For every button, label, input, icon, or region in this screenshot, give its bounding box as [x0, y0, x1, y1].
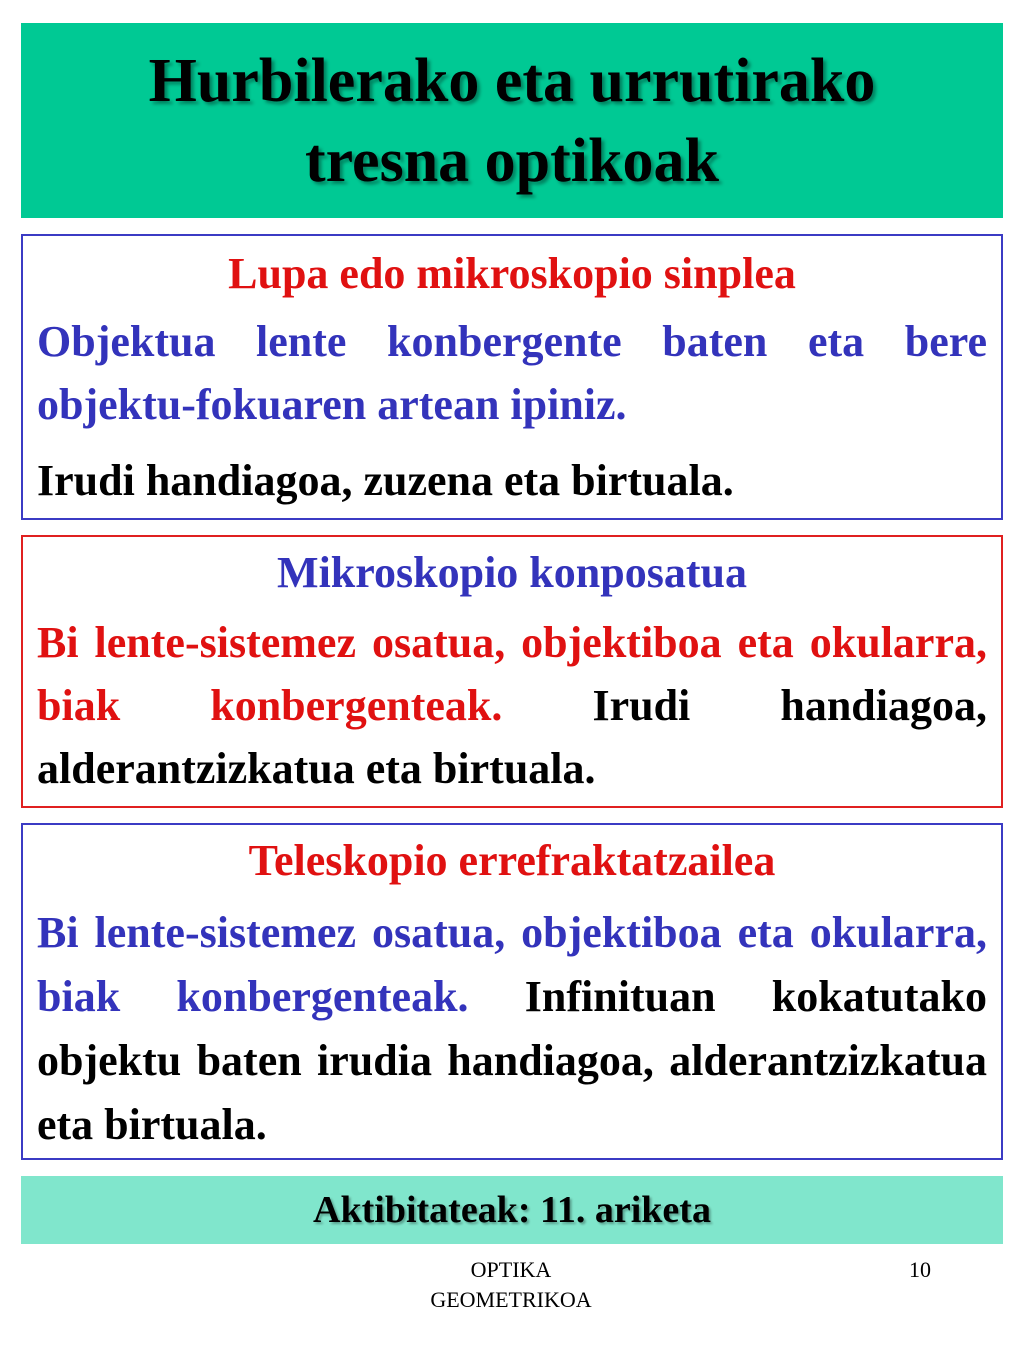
- page-title: [139, 41, 886, 201]
- section-paragraph-lupa-2: Irudi handiagoa, zuzena eta birtuala.: [37, 456, 734, 505]
- section-text-colored: Bi lente-sistemez osatua, objektiboa eta okularra, biak konbergenteak.: [37, 618, 987, 730]
- section-heading-lupa: Lupa edo mikroskopio sinplea: [228, 249, 796, 298]
- section-text-black: Infinituan kokatutako objektu baten irudia handiagoa, alderantzizkatua eta birtuala.: [37, 972, 987, 1149]
- section-paragraph-lupa-1: Objektua lente konbergente baten eta bere objektu-fokuaren artean ipiniz.: [37, 317, 987, 429]
- section-mikroskopio: [21, 535, 1003, 808]
- section-teleskopio: [21, 823, 1003, 1160]
- section-lupa: [21, 234, 1003, 520]
- section-paragraph-mikroskopio: [37, 611, 987, 800]
- title-banner: [21, 23, 1003, 218]
- title-line-1: Hurbilerako eta urrutirako: [148, 46, 876, 115]
- page-number: 10: [909, 1257, 931, 1282]
- section-heading-mikroskopio: Mikroskopio konposatua: [277, 548, 747, 597]
- footer-line-1: OPTIKA: [470, 1257, 552, 1282]
- title-line-2: tresna optikoak: [305, 126, 719, 195]
- section-text-black: Irudi handiagoa, alderantzizkatua eta birtuala.: [37, 681, 987, 793]
- section-paragraph-teleskopio: [37, 901, 987, 1157]
- section-text-colored: Bi lente-sistemez osatua, objektiboa eta okularra, biak konbergenteak.: [37, 908, 987, 1021]
- footer-line-2: GEOMETRIKOA: [430, 1287, 592, 1312]
- section-heading-teleskopio: Teleskopio errefraktatzailea: [248, 836, 776, 885]
- footer-title: [411, 1255, 611, 1315]
- activity-banner: [21, 1176, 1003, 1244]
- activity-text: Aktibitateak: 11. ariketa: [313, 1189, 711, 1231]
